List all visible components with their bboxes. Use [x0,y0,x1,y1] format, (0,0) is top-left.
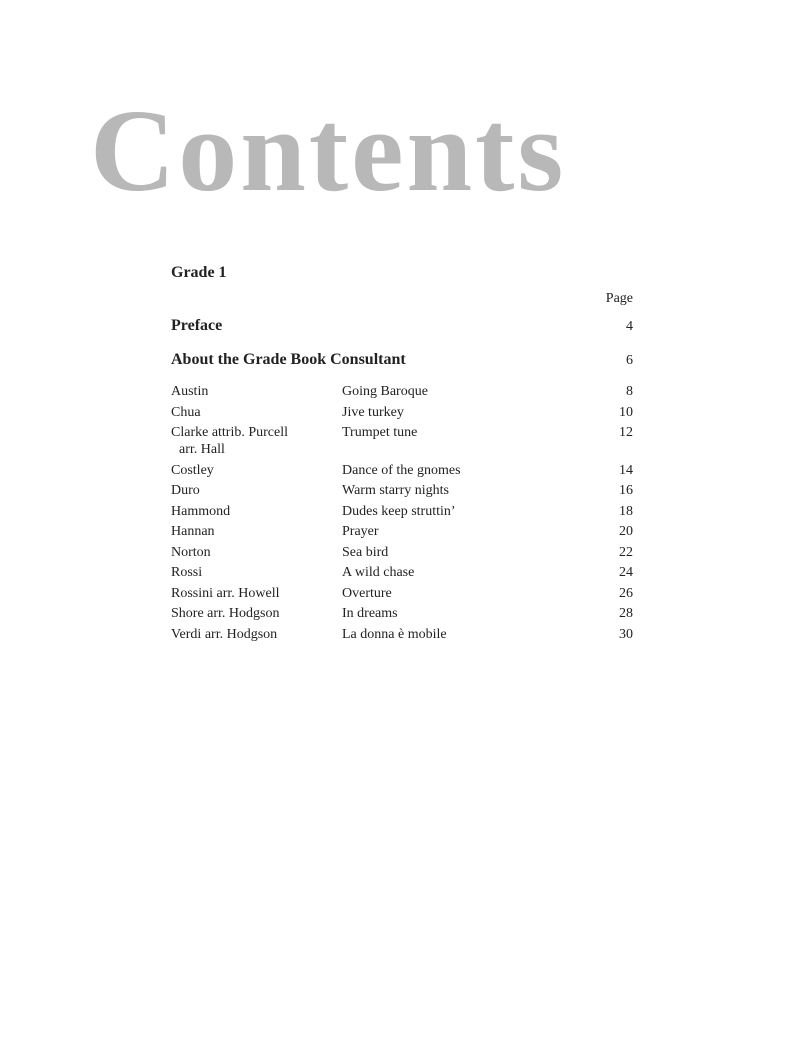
toc-entry[interactable] [171,562,633,583]
composer-name: Hammond [171,503,231,519]
entry-page-number: 24 [619,565,633,580]
section-label: About the Grade Book Consultant [171,351,406,368]
entry-composer [171,503,342,520]
entry-page-number: 10 [619,404,633,420]
entry-composer [171,626,342,643]
entry-page-number: 12 [619,425,633,440]
composer-name: Clarke attrib. Purcell [171,425,289,440]
entry-page-number: 8 [626,384,633,399]
entry-composer [171,544,342,561]
composer-name: Duro [171,483,200,498]
table-of-contents [171,262,633,644]
entry-title: Jive turkey [342,404,404,420]
entry-composer [171,424,342,458]
composer-name: Shore arr. Hodgson [171,606,280,621]
toc-section-preface[interactable] [171,315,633,337]
composer-name: Rossini arr. Howell [171,585,280,601]
composer-name: Chua [171,404,201,420]
composer-name-continued: arr. Hall [179,442,225,457]
page-title: Contents [90,85,567,216]
entry-page-number: 16 [619,483,633,498]
toc-entry[interactable] [171,402,633,423]
entry-composer [171,383,342,400]
entry-title: Dudes keep struttin’ [342,503,456,519]
composer-name: Hannan [171,524,215,539]
toc-entry[interactable] [171,501,633,522]
toc-entry[interactable] [171,603,633,624]
entry-composer [171,605,342,622]
composer-name: Costley [171,462,214,478]
section-label: Preface [171,317,223,334]
entry-title: In dreams [342,606,398,621]
entry-page-number: 28 [619,606,633,621]
section-page-number: 6 [626,353,633,368]
entry-page-number: 18 [619,503,633,519]
toc-entry[interactable] [171,542,633,563]
composer-name: Verdi arr. Hodgson [171,626,278,642]
toc-section-about-consultant[interactable] [171,349,633,371]
composer-name: Norton [171,544,211,560]
toc-entries [171,381,633,644]
entry-composer [171,585,342,602]
toc-entry[interactable] [171,521,633,542]
toc-entry[interactable] [171,381,633,402]
toc-entry[interactable] [171,422,633,460]
entry-page-number: 20 [619,524,633,539]
entry-title: Going Baroque [342,384,428,399]
entry-title: Prayer [342,524,379,539]
entry-title: Warm starry nights [342,483,449,498]
entry-title: La donna è mobile [342,626,447,642]
page-column-label: Page [605,291,633,306]
composer-name: Rossi [171,565,203,580]
toc-entry[interactable] [171,460,633,481]
entry-page-number: 30 [619,626,633,642]
entry-title: Sea bird [342,544,389,560]
entry-page-number: 26 [619,585,633,601]
toc-entry[interactable] [171,480,633,501]
grade-heading: Grade 1 [171,264,227,281]
entry-page-number: 14 [619,462,633,478]
toc-entry[interactable] [171,583,633,604]
entry-title: A wild chase [342,565,415,580]
section-page-number: 4 [626,319,633,334]
entry-composer [171,564,342,581]
toc-entry[interactable] [171,624,633,645]
composer-name: Austin [171,384,209,399]
entry-page-number: 22 [619,544,633,560]
entry-title: Dance of the gnomes [342,462,461,478]
entry-composer [171,482,342,499]
entry-composer [171,462,342,479]
entry-composer [171,523,342,540]
entry-title: Overture [342,585,392,601]
entry-composer [171,404,342,421]
entry-title: Trumpet tune [342,425,418,440]
